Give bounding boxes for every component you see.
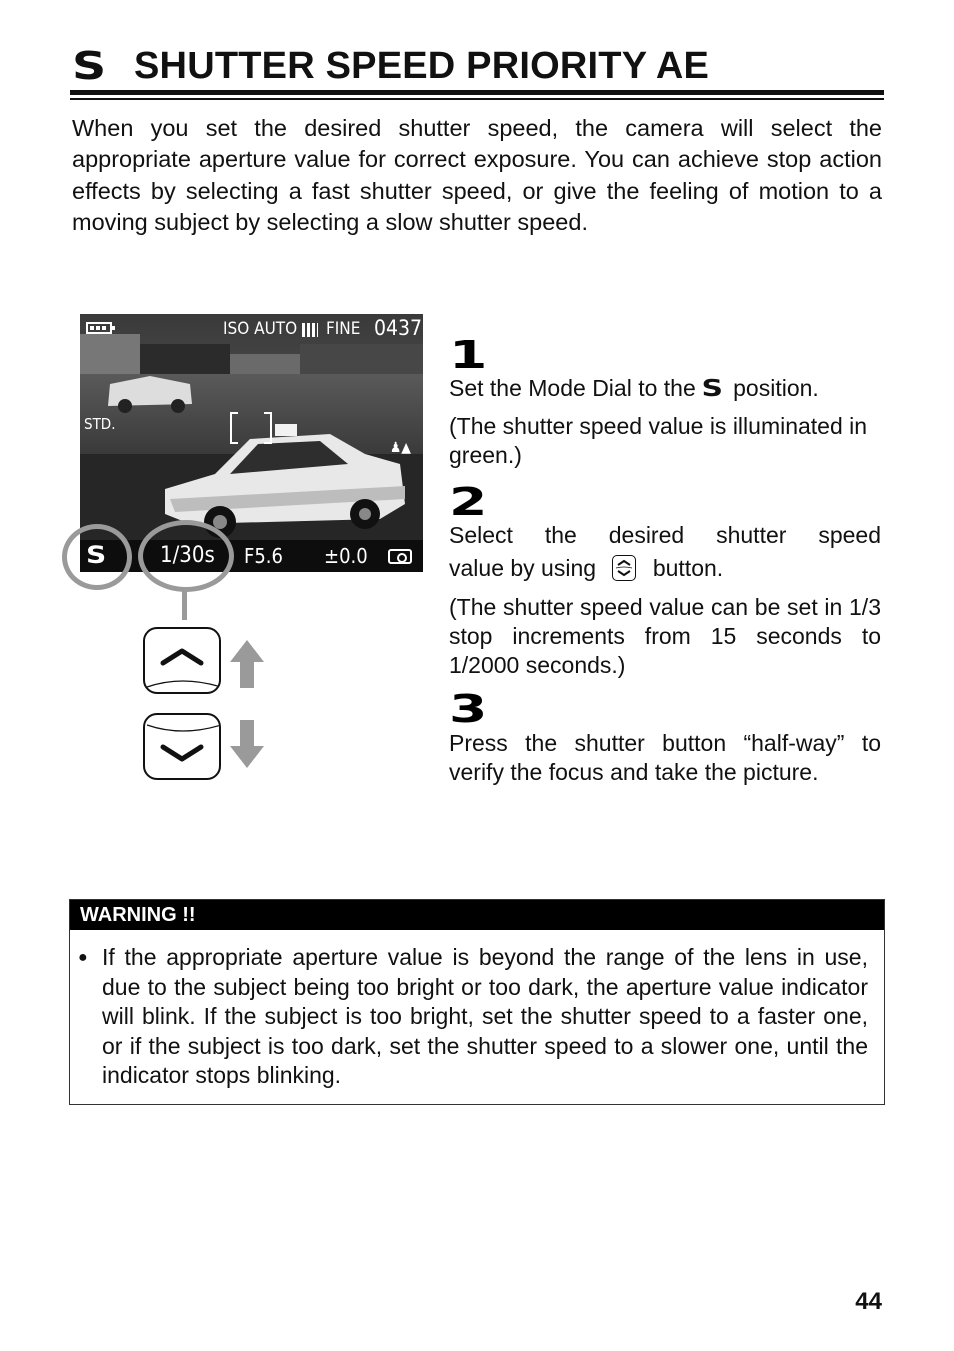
lcd-shutter-speed: 1/30s [160, 543, 215, 568]
af-frame-icon [230, 412, 272, 444]
step-1-mode-letter: S [701, 376, 724, 402]
down-button-icon[interactable] [143, 713, 221, 780]
lcd-exposure-comp: ±0.0 [324, 544, 368, 568]
battery-icon [86, 322, 112, 334]
shutter-highlight-circle [138, 520, 234, 592]
metering-icon [388, 549, 412, 564]
warning-text: If the appropriate aperture value is beyond the range of the lens in use, due to the subject being too bright or too dark, the aperture value indicator will blink. If the subject is too bright, set the shutter speed to a faster one, or if the subject is too dark, set the shutter speed to a slower one, until the indicator stops blinking. [102, 944, 868, 1088]
intro-paragraph: When you set the desired shutter speed, the camera will select the appropriate aperture value for correct exposure. You can achieve stop action effects by selecting a fast shutter speed, or give the feeling of motion to a moving subject by selecting a slow shutter speed. [72, 115, 882, 236]
step-2-note: (The shutter speed value can be set in 1/3 stop increments from 15 seconds to 1/2000 seconds.) [449, 594, 881, 678]
title-rule-thin [70, 98, 884, 100]
lcd-mode: S [86, 541, 107, 569]
step-3-number: 3 [449, 687, 488, 731]
page-title [72, 44, 884, 88]
lcd-aperture: F5.6 [244, 544, 283, 568]
connector-line [182, 590, 187, 620]
portrait-landscape-icon: ♟▲ [390, 440, 411, 456]
step-2-line2 [449, 554, 884, 583]
lcd-color-mode: STD. [84, 415, 116, 433]
step-1-note: (The shutter speed value is illuminated in green.) [449, 413, 868, 468]
title-mode-letter: S [72, 44, 107, 88]
image-quality-icon [302, 323, 318, 337]
step-2-text-after: button. [652, 555, 724, 581]
title-rule-thick [70, 90, 884, 95]
arrow-up-icon [230, 640, 264, 688]
arrow-down-icon [230, 720, 264, 768]
step-1-number: 1 [449, 333, 488, 377]
title-text: SHUTTER SPEED PRIORITY AE [134, 45, 710, 87]
step-2-number: 2 [449, 480, 488, 524]
step-1-text [449, 374, 884, 404]
step-1-text-before: Set the Mode Dial to the [449, 375, 696, 401]
step-2-text-before: value by using [449, 555, 597, 581]
lcd-quality: FINE [326, 319, 361, 339]
warning-bullet: ● [78, 949, 88, 966]
step-2-line1: Select the desired shutter speed [449, 522, 881, 548]
lcd-screen [80, 314, 423, 572]
lcd-shot-count: 0437 [374, 316, 423, 340]
warning-heading: WARNING !! [70, 900, 884, 930]
up-down-button-icon [612, 555, 636, 581]
mode-highlight-circle [62, 524, 132, 590]
step-1-text-after: position. [733, 375, 819, 401]
up-button-icon[interactable] [143, 627, 221, 694]
page-number: 44 [855, 1288, 882, 1315]
lcd-iso: ISO AUTO [223, 319, 298, 339]
step-3-text: Press the shutter button “half-way” to verify the focus and take the picture. [449, 730, 881, 785]
